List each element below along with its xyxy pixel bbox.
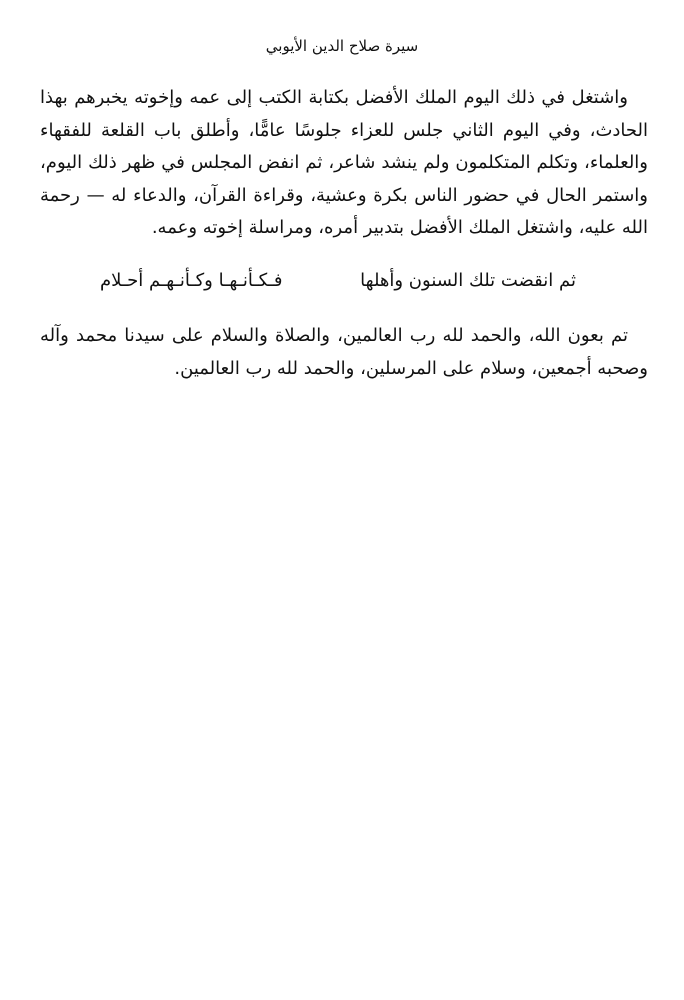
poetry-verse <box>100 268 576 294</box>
body-paragraph-2: تم بعون الله، والحمد لله رب العالمين، والصلاة والسلام على سيدنا محمد وآله وصحبه أجمعين، وسلام على المرسلين، والحمد لله رب العالمين. <box>40 325 648 379</box>
running-header-title: سيرة صلاح الدين الأيوبي <box>265 37 419 55</box>
verse-second-hemistich: فـكـأنـهـا وكـأنـهـم أحـلام <box>100 270 283 291</box>
verse-first-hemistich: ثم انقضت تلك السنون وأهلها <box>360 270 576 291</box>
body-paragraph-1: واشتغل في ذلك اليوم الملك الأفضل بكتابة الكتب إلى عمه وإخوته يخبرهم بهذا الحادث، وفي اليوم الثاني جلس للعزاء جلوسًا عامًّا، وأطلق باب القلعة للفقهاء والعلماء، وتكلم المتكلمون ولم ينشد شاعر، ثم انفض المجلس في ظهر ذلك اليوم، واستمر الحال في حضور الناس بكرة وعشية، وقراءة القرآن، والدعاء له — رحمة الله عليه، واشتغل الملك الأفضل بتدبير أمره، ومراسلة إخوته وعمه. <box>40 87 648 238</box>
